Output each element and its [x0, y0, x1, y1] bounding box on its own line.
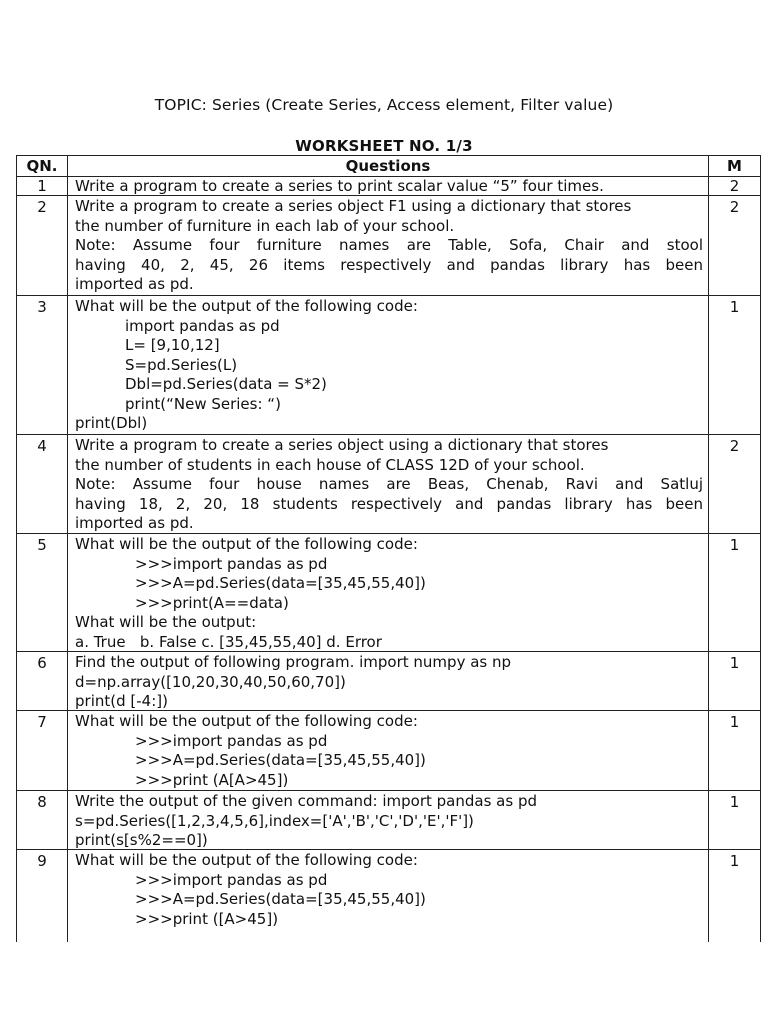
question-line: the number of furniture in each lab of your school. — [75, 216, 455, 235]
question-number: 1 — [37, 177, 47, 195]
topic-heading: TOPIC: Series (Create Series, Access element, Filter value) — [154, 96, 614, 114]
question-number: 9 — [37, 852, 47, 870]
question-text — [75, 297, 703, 434]
code-line: print(s[s%2==0]) — [75, 831, 208, 849]
code-line: d=np.array([10,20,30,40,50,60,70]) — [75, 672, 346, 691]
question-line: What will be the output of the following code: — [75, 535, 418, 553]
table-header-row — [17, 156, 760, 177]
options-line: a. True b. False c. [35,45,55,40] d. Error — [75, 632, 382, 651]
code-line: >>>print(A==data) — [135, 593, 289, 612]
question-text — [75, 535, 703, 652]
code-line: s=pd.Series([1,2,3,4,5,6],index=['A','B','C','D','E','F']) — [75, 811, 474, 830]
question-line: Write a program to create a series object using a dictionary that stores — [75, 436, 609, 454]
question-number: 5 — [37, 536, 47, 554]
question-marks: 1 — [729, 298, 740, 316]
question-line: imported as pd. — [75, 514, 194, 532]
question-line: Note: Assume four furniture names are Table, Sofa, Chair and stool — [75, 236, 703, 254]
table-row — [17, 652, 760, 711]
question-text — [75, 792, 703, 851]
table-row — [17, 296, 760, 435]
question-marks: 1 — [729, 536, 740, 554]
table-row — [17, 711, 760, 791]
question-text — [75, 197, 703, 295]
table-row — [17, 534, 760, 652]
table-row — [17, 196, 760, 296]
code-line: >>>import pandas as pd — [135, 731, 328, 750]
question-line: imported as pd. — [75, 275, 194, 293]
question-line: Find the output of following program. import numpy as np — [75, 653, 512, 671]
question-number: 3 — [37, 298, 47, 316]
question-line: Note: Assume four house names are Beas, Chenab, Ravi and Satluj — [75, 475, 703, 493]
code-line: >>>A=pd.Series(data=[35,45,55,40]) — [135, 751, 426, 769]
header-qn: QN. — [26, 157, 58, 175]
worksheet-title: WORKSHEET NO. 1/3 — [295, 137, 473, 155]
code-line: import pandas as pd — [125, 316, 280, 335]
table-row — [17, 850, 760, 942]
question-text — [75, 653, 703, 712]
code-line: print(d [-4:]) — [75, 692, 168, 710]
question-number: 4 — [37, 437, 47, 455]
code-line: >>>print ([A>45]) — [135, 909, 279, 928]
table-row — [17, 435, 760, 534]
question-marks: 2 — [729, 177, 740, 195]
question-line: What will be the output of the following code: — [75, 851, 418, 869]
question-text — [75, 851, 703, 929]
question-marks: 1 — [729, 852, 740, 870]
code-line: >>>print (A[A>45]) — [135, 770, 289, 789]
question-marks: 2 — [729, 198, 740, 216]
question-text — [75, 177, 703, 197]
code-line: L= [9,10,12] — [125, 336, 220, 354]
question-line: What will be the output: — [75, 613, 257, 631]
code-line: >>>import pandas as pd — [135, 554, 328, 573]
question-marks: 2 — [729, 437, 740, 455]
questions-table — [16, 155, 761, 942]
code-line: >>>import pandas as pd — [135, 870, 328, 889]
question-number: 7 — [37, 713, 47, 731]
question-number: 2 — [37, 198, 47, 216]
question-number: 6 — [37, 654, 47, 672]
question-marks: 1 — [729, 713, 740, 731]
table-row — [17, 791, 760, 850]
code-line: S=pd.Series(L) — [125, 355, 238, 374]
question-line: What will be the output of the following code: — [75, 712, 418, 730]
question-line: having 40, 2, 45, 26 items respectively and pandas library has been — [75, 255, 703, 274]
question-line: Write a program to create a series object F1 using a dictionary that stores — [75, 197, 632, 215]
header-questions: Questions — [345, 157, 431, 175]
header-marks: M — [727, 157, 742, 175]
code-line: Dbl=pd.Series(data = S*2) — [125, 375, 327, 393]
question-number: 8 — [37, 793, 47, 811]
question-line: Write a program to create a series to print scalar value “5” four times. — [75, 177, 604, 195]
question-line: What will be the output of the following code: — [75, 297, 418, 315]
code-line: >>>A=pd.Series(data=[35,45,55,40]) — [135, 574, 426, 592]
code-line: print(Dbl) — [75, 414, 148, 432]
question-marks: 1 — [729, 793, 740, 811]
question-text — [75, 436, 703, 534]
question-line: the number of students in each house of CLASS 12D of your school. — [75, 455, 585, 474]
question-line: having 18, 2, 20, 18 students respectively and pandas library has been — [75, 494, 703, 513]
question-text — [75, 712, 703, 790]
code-line: print(“New Series: “) — [125, 394, 281, 413]
table-row — [17, 177, 760, 196]
question-marks: 1 — [729, 654, 740, 672]
question-line: Write the output of the given command: import pandas as pd — [75, 792, 537, 810]
code-line: >>>A=pd.Series(data=[35,45,55,40]) — [135, 890, 426, 908]
